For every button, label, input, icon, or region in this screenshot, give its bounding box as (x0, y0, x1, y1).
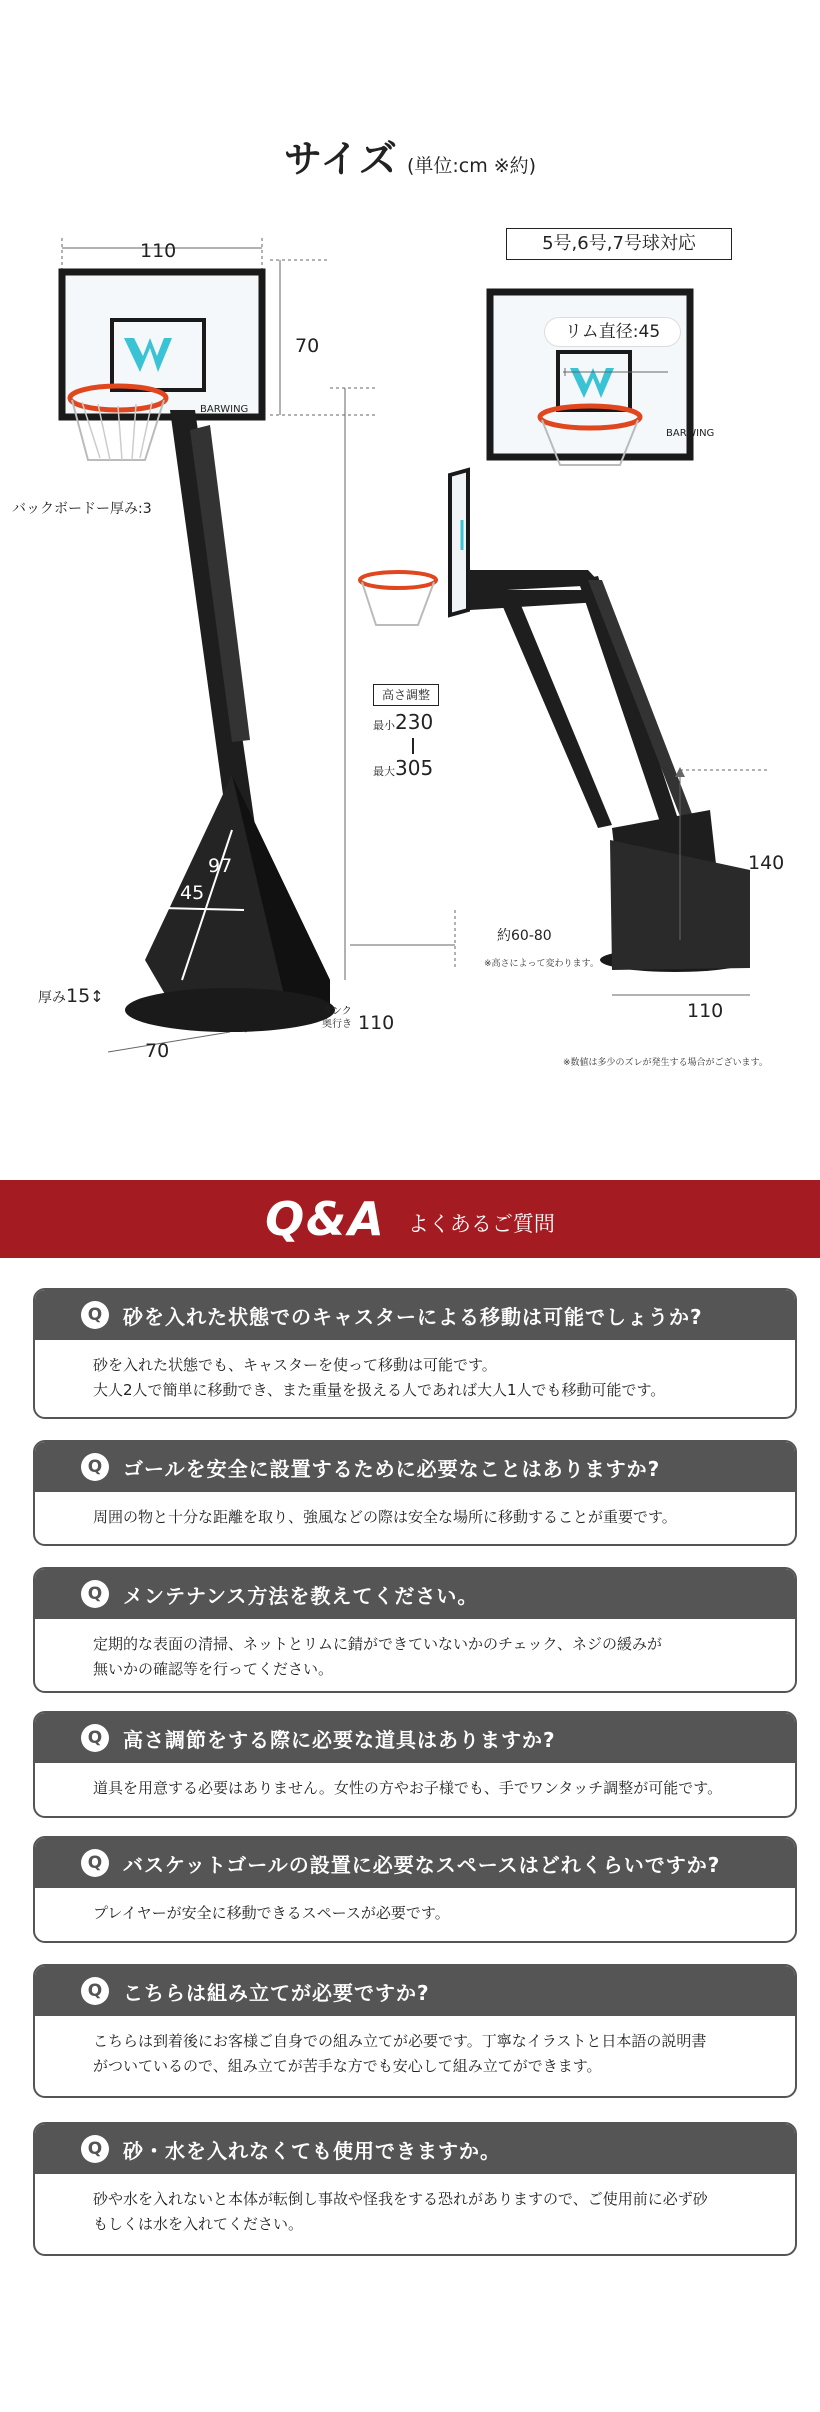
base-front-label: 70 (145, 1040, 170, 1062)
arrow-up-down-icon: ↕ (90, 987, 104, 1006)
qa-answer (35, 1888, 795, 1926)
qa-question-bar (35, 1713, 795, 1763)
pole-height-label: 140 (748, 852, 785, 874)
qa-answer-line: 道具を用意する必要はありません。女性の方やお子様でも、手でワンタッチ調整が可能です。 (93, 1779, 723, 1797)
qa-answer-line: 定期的な表面の清掃、ネットとリムに錆ができていないかのチェック、ネジの緩みが (93, 1635, 662, 1653)
tank-depth-value: 110 (358, 1012, 395, 1034)
qa-item (33, 2122, 797, 2256)
right-hoop-illustration (350, 280, 810, 1020)
q-badge-icon: Q (81, 1724, 109, 1752)
size-title-main: サイズ (283, 137, 398, 181)
qa-question: ゴールを安全に設置するために必要なことはありますか? (123, 1456, 661, 1481)
qa-answer-line: もしくは水を入れてください。 (93, 2215, 304, 2233)
thickness-callout (38, 985, 104, 1007)
svg-text:BARWING: BARWING (200, 404, 249, 415)
tank-label-line2: 奥行き (322, 1019, 352, 1030)
base-depth-label: 110 (687, 1000, 724, 1022)
qa-question: 砂・水を入れなくても使用できますか。 (123, 2138, 501, 2163)
qa-question-bar (35, 1966, 795, 2016)
qa-question-bar (35, 1442, 795, 1492)
qa-answer-line: 周囲の物と十分な距離を取り、強風などの際は安全な場所に移動することが重要です。 (93, 1508, 677, 1526)
height-max-row (373, 756, 433, 780)
qa-answer (35, 2016, 795, 2079)
qa-banner (0, 1180, 820, 1258)
qa-question-bar (35, 1569, 795, 1619)
qa-banner-subtitle: よくあるご質問 (407, 1212, 555, 1236)
base-height-label: 97 (208, 855, 233, 877)
height-max-label: 最大 (373, 765, 395, 778)
qa-answer-line: プレイヤーが安全に移動できるスペースが必要です。 (93, 1904, 450, 1922)
q-badge-icon: Q (81, 1977, 109, 2005)
qa-banner-title: Q&A (265, 1192, 386, 1246)
qa-question: バスケットゴールの設置に必要なスペースはどれくらいですか? (123, 1852, 721, 1877)
qa-item (33, 1440, 797, 1546)
q-badge-icon: Q (81, 2135, 109, 2163)
q-badge-icon: Q (81, 1849, 109, 1877)
qa-answer-line: 砂や水を入れないと本体が転倒し事故や怪我をする恐れがありますので、ご使用前に必ず砂 (93, 2190, 708, 2208)
qa-answer-line: 無いかの確認等を行ってください。 (93, 1660, 334, 1678)
rim-diameter-label: リム直径:45 (545, 318, 680, 346)
qa-answer-line: 砂を入れた状態でも、キャスターを使って移動は可能です。 (93, 1356, 497, 1374)
board-height-label: 70 (295, 335, 320, 357)
board-width-label: 110 (140, 240, 177, 262)
qa-question: メンテナンス方法を教えてください。 (123, 1583, 479, 1608)
qa-question-bar (35, 1290, 795, 1340)
q-badge-icon: Q (81, 1301, 109, 1329)
qa-answer (35, 2174, 795, 2237)
qa-answer (35, 1340, 795, 1403)
reach-value-label: 約60-80 (497, 928, 552, 944)
ball-size-note: 5号,6号,7号球対応 (506, 228, 732, 260)
qa-question: 砂を入れた状態でのキャスターによる移動は可能でしょうか? (123, 1304, 703, 1329)
size-title-unit: (単位:cm ※約) (406, 155, 537, 177)
height-min-row (373, 710, 433, 734)
qa-answer-line: こちらは到着後にお客様ご自身での組み立てが必要です。丁寧なイラストと日本語の説明書 (93, 2032, 707, 2050)
qa-answer-line: 大人2人で簡単に移動でき、また重量を扱える人であれば大人1人でも移動可能です。 (93, 1381, 666, 1399)
qa-question: こちらは組み立てが必要ですか? (123, 1980, 430, 2005)
qa-question: 高さ調節をする際に必要な道具はありますか? (123, 1727, 556, 1752)
tank-label-line1: タンク (322, 1006, 352, 1017)
svg-text:BARWING: BARWING (666, 428, 715, 439)
qa-item (33, 1288, 797, 1419)
qa-question-bar (35, 2124, 795, 2174)
qa-item (33, 1836, 797, 1943)
height-range-divider (412, 738, 414, 754)
thickness-label: 厚み (38, 990, 66, 1006)
size-footnote: ※数値は多少のズレが発生する場合がございます。 (563, 1058, 768, 1068)
height-adjust-title: 高さ調整 (373, 684, 439, 706)
qa-answer (35, 1763, 795, 1801)
q-badge-icon: Q (81, 1580, 109, 1608)
height-max-value: 305 (395, 756, 434, 780)
q-badge-icon: Q (81, 1453, 109, 1481)
base-width-label: 45 (180, 882, 205, 904)
size-title (0, 128, 820, 183)
qa-answer (35, 1492, 795, 1530)
height-min-label: 最小 (373, 719, 395, 732)
reach-note: ※高さによって変わります。 (484, 959, 599, 969)
qa-answer (35, 1619, 795, 1682)
tank-depth-caption (322, 1005, 352, 1031)
qa-item (33, 1711, 797, 1818)
backboard-thickness-label: バックボードー厚み:3 (12, 501, 152, 517)
qa-answer-line: がついているので、組み立てが苦手な方でも安心して組み立てができます。 (93, 2057, 602, 2075)
height-min-value: 230 (395, 710, 434, 734)
qa-question-bar (35, 1838, 795, 1888)
qa-item (33, 1567, 797, 1693)
qa-item (33, 1964, 797, 2098)
thickness-value: 15 (66, 985, 91, 1007)
